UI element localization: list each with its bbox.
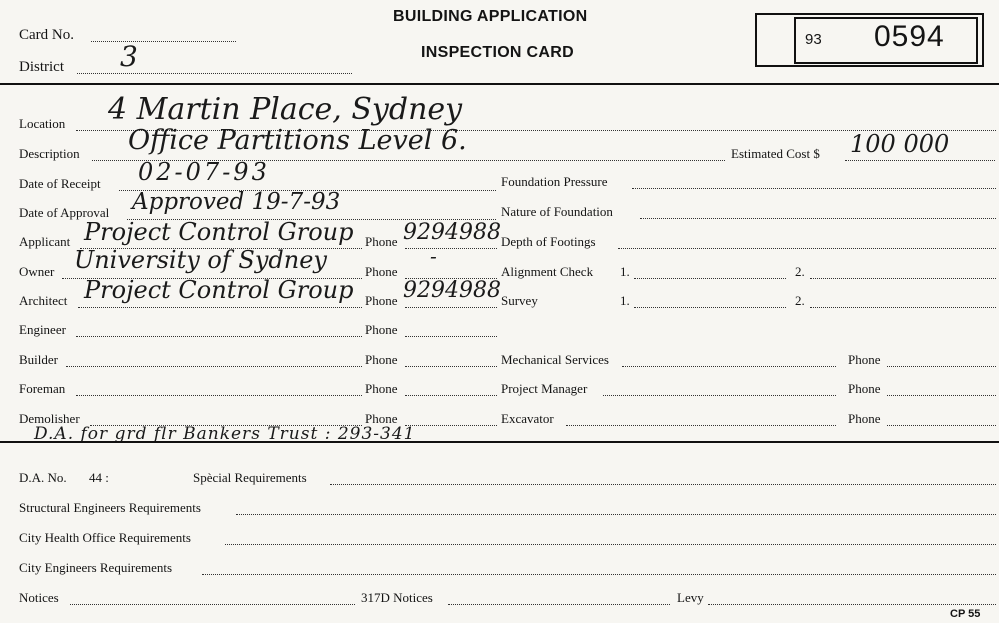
handwritten-annotation: D.A. for grd flr Bankers Trust : 293-341 (34, 424, 416, 444)
alignment-2-field[interactable] (810, 278, 996, 279)
nature-foundation-field[interactable] (640, 218, 996, 219)
owner-label: Owner (19, 264, 55, 279)
applicant-phone-label: Phone (365, 234, 398, 249)
depth-footings-field[interactable] (618, 248, 996, 249)
engineer-phone-label: Phone (365, 322, 398, 337)
owner-value: University of Sydney (74, 246, 327, 274)
builder-phone-label: Phone (365, 352, 398, 367)
city-engineers-req-label: City Engineers Requirements (19, 560, 173, 575)
card-year: 93 (805, 31, 822, 48)
foreman-phone-label: Phone (365, 381, 398, 396)
builder-field[interactable] (66, 366, 362, 367)
excavator-phone-field[interactable] (887, 425, 996, 426)
demolisher-phone-field[interactable] (405, 425, 497, 426)
location-label: Location (19, 116, 66, 131)
date-receipt-value: 02-07-93 (138, 158, 270, 186)
notices-317d-label: 317D Notices (361, 590, 433, 605)
header-divider (0, 83, 999, 85)
foreman-phone-field[interactable] (405, 395, 497, 396)
city-health-req-label: City Health Office Requirements (19, 530, 191, 545)
da-no-value: 44 : (89, 470, 109, 485)
survey-1-field[interactable] (634, 307, 786, 308)
title-line-2: INSPECTION CARD (421, 44, 574, 61)
form-code: CP 55 (950, 608, 981, 620)
project-manager-field[interactable] (603, 395, 836, 396)
nature-foundation-label: Nature of Foundation (501, 204, 613, 219)
special-req-field[interactable] (330, 484, 996, 485)
owner-phone-label: Phone (365, 264, 398, 279)
demolisher-label: Demolisher (19, 411, 80, 426)
alignment-check-label: Alignment Check (501, 264, 594, 279)
date-approval-value: Approved 19-7-93 (132, 189, 341, 215)
applicant-phone-field[interactable] (405, 248, 497, 249)
estimated-cost-label: Estimated Cost $ (731, 146, 820, 161)
alignment-1-field[interactable] (634, 278, 786, 279)
demolisher-phone-label: Phone (365, 411, 398, 426)
architect-value: Project Control Group (84, 276, 354, 304)
city-engineers-req-field[interactable] (202, 574, 996, 575)
survey-2-label: 2. (795, 293, 805, 308)
project-manager-phone-label: Phone (848, 381, 881, 396)
architect-phone-field[interactable] (405, 307, 497, 308)
architect-label: Architect (19, 293, 68, 308)
description-value: Office Partitions Level 6. (128, 125, 467, 156)
structural-req-label: Structural Engineers Requirements (19, 500, 201, 515)
excavator-label: Excavator (501, 411, 554, 426)
estimated-cost-value: 100 000 (850, 130, 950, 158)
structural-req-field[interactable] (236, 514, 996, 515)
applicant-value: Project Control Group (84, 218, 354, 246)
notices-field[interactable] (70, 604, 355, 605)
excavator-phone-label: Phone (848, 411, 881, 426)
foundation-pressure-label: Foundation Pressure (501, 174, 608, 189)
survey-1-label: 1. (620, 293, 630, 308)
survey-label: Survey (501, 293, 538, 308)
project-manager-label: Project Manager (501, 381, 588, 396)
engineer-phone-field[interactable] (405, 336, 497, 337)
notices-label: Notices (19, 590, 59, 605)
foundation-pressure-field[interactable] (632, 188, 996, 189)
alignment-2-label: 2. (795, 264, 805, 279)
date-approval-label: Date of Approval (19, 205, 110, 220)
title-line-1: BUILDING APPLICATION (393, 8, 588, 25)
survey-2-field[interactable] (810, 307, 996, 308)
builder-phone-field[interactable] (405, 366, 497, 367)
depth-footings-label: Depth of Footings (501, 234, 596, 249)
district-label: District (19, 59, 64, 75)
architect-field[interactable] (78, 307, 362, 308)
alignment-1-label: 1. (620, 264, 630, 279)
foreman-label: Foreman (19, 381, 66, 396)
mechanical-field[interactable] (622, 366, 836, 367)
mechanical-phone-field[interactable] (887, 366, 996, 367)
location-value: 4 Martin Place, Sydney (108, 92, 463, 127)
project-manager-phone-field[interactable] (887, 395, 996, 396)
owner-phone-value: - (430, 244, 437, 268)
notices-317d-field[interactable] (448, 604, 670, 605)
da-no-label: D.A. No. (19, 470, 67, 485)
section-divider (0, 441, 999, 443)
card-no-label: Card No. (19, 27, 74, 43)
card-number: 0594 (874, 20, 945, 53)
foreman-field[interactable] (76, 395, 362, 396)
district-value: 3 (120, 40, 138, 73)
levy-label: Levy (677, 590, 704, 605)
special-req-label: Spècial Requirements (193, 470, 307, 485)
excavator-field[interactable] (566, 425, 836, 426)
date-receipt-label: Date of Receipt (19, 176, 101, 191)
levy-field[interactable] (708, 604, 996, 605)
city-health-req-field[interactable] (225, 544, 996, 545)
builder-label: Builder (19, 352, 58, 367)
mechanical-label: Mechanical Services (501, 352, 609, 367)
district-field[interactable] (77, 73, 352, 74)
estimated-cost-field[interactable] (845, 160, 995, 161)
applicant-label: Applicant (19, 234, 71, 249)
description-label: Description (19, 146, 80, 161)
applicant-phone-value: 9294988 (403, 220, 501, 245)
architect-phone-label: Phone (365, 293, 398, 308)
engineer-label: Engineer (19, 322, 66, 337)
engineer-field[interactable] (76, 336, 362, 337)
mechanical-phone-label: Phone (848, 352, 881, 367)
card-no-field[interactable] (91, 41, 236, 42)
architect-phone-value: 9294988 (403, 278, 501, 303)
